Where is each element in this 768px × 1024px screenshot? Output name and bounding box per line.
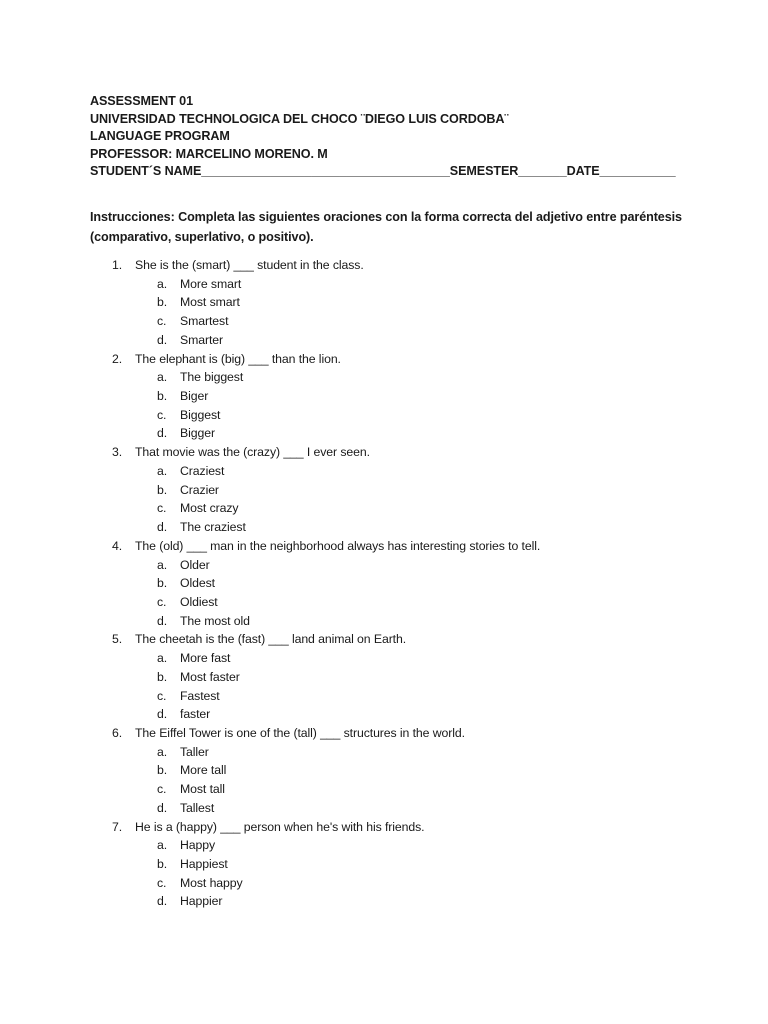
question-number: 3.: [112, 445, 123, 460]
question-number: 4.: [112, 538, 123, 553]
option-text: Craziest: [180, 463, 225, 478]
option-letter: a.: [157, 651, 168, 666]
option-row: [0, 743, 768, 762]
question-item: [0, 818, 768, 912]
question-list: [0, 256, 768, 911]
option-text: Crazier: [180, 482, 219, 497]
option-letter: b.: [157, 482, 168, 497]
option-letter: a.: [157, 463, 168, 478]
option-letter: d.: [157, 520, 168, 535]
option-row: [0, 368, 768, 387]
university-name: UNIVERSIDAD TECHNOLOGICA DEL CHOCO ¨DIEGO LUIS CORDOBA¨: [90, 111, 509, 126]
option-text: Oldiest: [180, 594, 218, 609]
option-text: Most crazy: [180, 501, 239, 516]
option-letter: c.: [157, 688, 167, 703]
option-text: Happy: [180, 838, 216, 853]
question-text: That movie was the (crazy) ___ I ever seen.: [135, 445, 370, 460]
student-info-line: STUDENT´S NAME____________________________________SEMESTER_______DATE___________: [90, 164, 676, 178]
option-text: Most tall: [180, 782, 225, 797]
option-row: [0, 799, 768, 818]
option-text: More smart: [180, 276, 242, 291]
question-item: [0, 537, 768, 631]
option-text: Biger: [180, 389, 209, 404]
option-letter: b.: [157, 763, 168, 778]
question-text: The (old) ___ man in the neighborhood always has interesting stories to tell.: [135, 538, 541, 553]
option-text: Older: [180, 557, 210, 572]
option-row: [0, 275, 768, 294]
option-text: The craziest: [180, 520, 246, 535]
question-number: 1.: [112, 258, 123, 272]
instructions: Instrucciones: Completa las siguientes oraciones con la forma correcta del adjetivo entre paréntesis (comparativo, superlativo, o positivo).: [90, 210, 682, 244]
option-text: Bigger: [180, 426, 215, 441]
option-text: Smartest: [180, 314, 229, 329]
option-text: Happier: [180, 894, 223, 909]
option-row: [0, 462, 768, 481]
option-letter: b.: [157, 295, 168, 310]
option-row: [0, 593, 768, 612]
option-letter: a.: [157, 370, 168, 385]
option-text: Smarter: [180, 332, 224, 347]
option-text: More fast: [180, 651, 231, 666]
question-item: [0, 443, 768, 537]
program-name: LANGUAGE PROGRAM: [90, 129, 230, 143]
option-text: Most happy: [180, 875, 243, 890]
question-number: 5.: [112, 632, 123, 647]
option-letter: a.: [157, 557, 168, 572]
option-letter: c.: [157, 782, 167, 797]
option-row: [0, 574, 768, 593]
assessment-title: ASSESSMENT 01: [90, 94, 193, 108]
question-item: [0, 724, 768, 818]
option-row: [0, 499, 768, 518]
option-row: [0, 424, 768, 443]
option-letter: d.: [157, 894, 168, 909]
option-row: [0, 668, 768, 687]
option-text: Most smart: [180, 295, 240, 310]
question-text: The elephant is (big) ___ than the lion.: [135, 351, 341, 366]
option-text: Most faster: [180, 669, 240, 684]
option-row: [0, 761, 768, 780]
question-number: 7.: [112, 819, 123, 834]
option-row: [0, 855, 768, 874]
question-item: [0, 350, 768, 444]
question-row: [0, 724, 768, 743]
option-row: [0, 481, 768, 500]
question-row: [0, 537, 768, 556]
question-row: [0, 818, 768, 837]
option-letter: a.: [157, 744, 168, 759]
option-row: [0, 836, 768, 855]
option-row: [0, 649, 768, 668]
question-row: [0, 630, 768, 649]
option-text: Tallest: [180, 800, 215, 815]
option-letter: b.: [157, 857, 168, 871]
option-letter: d.: [157, 426, 168, 441]
option-text: The most old: [180, 613, 250, 628]
option-letter: d.: [157, 332, 168, 347]
option-row: [0, 293, 768, 312]
question-text: He is a (happy) ___ person when he's with his friends.: [135, 819, 425, 834]
question-number: 6.: [112, 725, 123, 740]
option-row: [0, 406, 768, 425]
option-row: [0, 612, 768, 631]
option-letter: d.: [157, 613, 168, 628]
option-letter: a.: [157, 276, 168, 291]
option-letter: c.: [157, 875, 167, 890]
option-text: Taller: [180, 744, 209, 759]
option-text: Biggest: [180, 407, 221, 422]
option-text: The biggest: [180, 370, 244, 385]
option-text: More tall: [180, 763, 227, 778]
option-text: Fastest: [180, 688, 220, 703]
option-row: [0, 780, 768, 799]
option-text: Oldest: [180, 576, 215, 591]
option-text: faster: [180, 707, 211, 722]
option-letter: d.: [157, 707, 168, 722]
option-letter: d.: [157, 800, 168, 815]
option-row: [0, 687, 768, 706]
option-letter: b.: [157, 669, 168, 684]
option-letter: c.: [157, 314, 167, 329]
question-item: [0, 256, 768, 350]
option-row: [0, 387, 768, 406]
question-row: [0, 443, 768, 462]
professor-name: PROFESSOR: MARCELINO MORENO. M: [90, 146, 328, 161]
option-letter: a.: [157, 838, 168, 853]
question-row: [0, 350, 768, 369]
option-letter: b.: [157, 389, 168, 404]
question-text: The cheetah is the (fast) ___ land animal on Earth.: [135, 632, 407, 647]
question-row: [0, 256, 768, 275]
option-letter: b.: [157, 576, 168, 591]
option-letter: c.: [157, 501, 167, 516]
option-row: [0, 331, 768, 350]
option-row: [0, 312, 768, 331]
question-item: [0, 630, 768, 724]
option-letter: c.: [157, 407, 167, 422]
option-row: [0, 556, 768, 575]
option-row: [0, 705, 768, 724]
question-text: She is the (smart) ___ student in the class.: [135, 258, 364, 272]
document-header: [90, 93, 676, 181]
option-letter: c.: [157, 594, 167, 609]
question-number: 2.: [112, 351, 123, 366]
option-row: [0, 892, 768, 911]
option-text: Happiest: [180, 857, 228, 871]
question-text: The Eiffel Tower is one of the (tall) ___ structures in the world.: [135, 725, 465, 740]
option-row: [0, 518, 768, 537]
option-row: [0, 874, 768, 893]
